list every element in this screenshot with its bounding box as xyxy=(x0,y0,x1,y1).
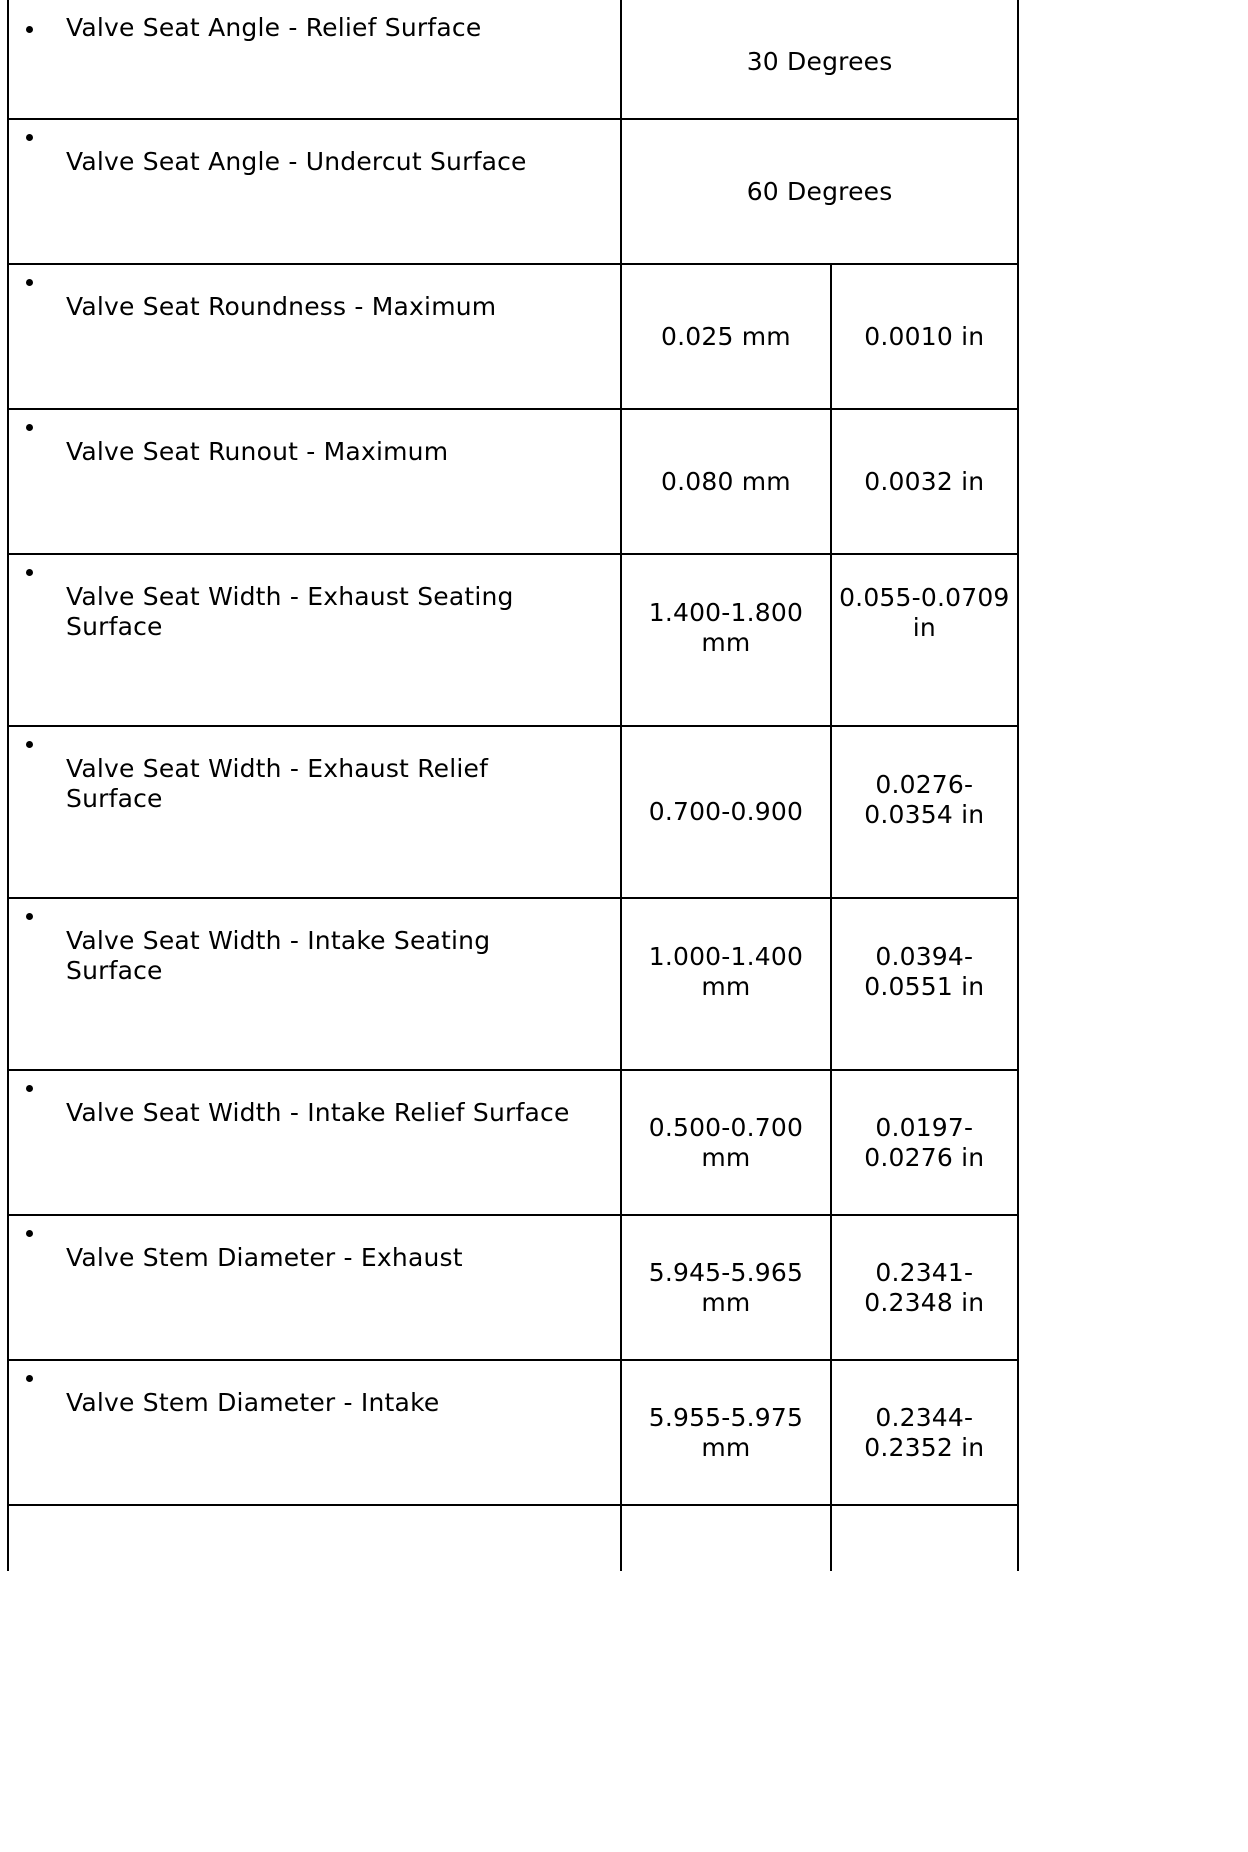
table-row xyxy=(8,264,1018,409)
imperial-value: 0.0276-0.0354 in xyxy=(864,770,985,829)
empty-cell xyxy=(621,1505,830,1571)
metric-value: 5.955-5.975 mm xyxy=(648,1402,804,1462)
spec-label: Valve Seat Roundness - Maximum xyxy=(66,292,497,321)
spec-label-cell xyxy=(8,726,621,898)
metric-value: 1.000-1.400 mm xyxy=(648,942,804,1001)
imperial-value: 0.0010 in xyxy=(864,321,985,351)
spec-value-cell xyxy=(621,119,1018,264)
empty-cell xyxy=(8,1505,621,1571)
bullet-icon xyxy=(26,424,33,431)
metric-value-cell xyxy=(621,554,830,726)
spec-label: Valve Stem Diameter - Intake xyxy=(66,1388,440,1417)
table-row xyxy=(8,0,1018,119)
bullet-icon xyxy=(26,1375,33,1382)
imperial-value-cell xyxy=(831,726,1018,898)
metric-value-cell xyxy=(621,1070,830,1215)
bullet-icon xyxy=(26,134,33,141)
spec-label: Valve Seat Runout - Maximum xyxy=(66,437,449,466)
spec-label: Valve Stem Diameter - Exhaust xyxy=(66,1243,463,1272)
metric-value-cell xyxy=(621,1360,830,1505)
table-row xyxy=(8,898,1018,1070)
bullet-icon xyxy=(26,1230,33,1237)
spec-label: Valve Seat Angle - Relief Surface xyxy=(66,13,482,42)
metric-value-cell xyxy=(621,409,830,554)
spec-label-cell xyxy=(8,898,621,1070)
imperial-value: 0.0197-0.0276 in xyxy=(864,1112,985,1172)
table-row xyxy=(8,1215,1018,1360)
imperial-value-cell xyxy=(831,1215,1018,1360)
table-row xyxy=(8,554,1018,726)
imperial-value-cell xyxy=(831,1360,1018,1505)
imperial-value-cell xyxy=(831,898,1018,1070)
spec-label-cell xyxy=(8,1360,621,1505)
table-row xyxy=(8,409,1018,554)
metric-value-cell xyxy=(621,264,830,409)
metric-value: 1.400-1.800 mm xyxy=(648,598,804,657)
spec-value: 30 Degrees xyxy=(746,46,893,76)
spec-label: Valve Seat Width - Intake Relief Surface xyxy=(66,1098,570,1127)
spec-label-cell xyxy=(8,0,621,119)
metric-value: 0.080 mm xyxy=(660,466,791,496)
spec-label-cell xyxy=(8,264,621,409)
metric-value: 5.945-5.965 mm xyxy=(648,1257,804,1317)
bullet-icon xyxy=(26,1085,33,1092)
bullet-icon xyxy=(26,26,33,33)
spec-label: Valve Seat Width - Exhaust Relief Surface xyxy=(66,754,489,813)
bullet-icon xyxy=(26,279,33,286)
imperial-value: 0.2341-0.2348 in xyxy=(864,1257,985,1317)
bullet-icon xyxy=(26,913,33,920)
metric-value: 0.025 mm xyxy=(660,321,791,351)
metric-value-cell xyxy=(621,726,830,898)
metric-value-cell xyxy=(621,1215,830,1360)
spec-label: Valve Seat Width - Exhaust Seating Surface xyxy=(66,582,514,641)
table-row-empty xyxy=(8,1505,1018,1571)
metric-value: 0.700-0.900 xyxy=(648,797,804,826)
table-row xyxy=(8,119,1018,264)
table-row xyxy=(8,1070,1018,1215)
imperial-value-cell xyxy=(831,264,1018,409)
metric-value-cell xyxy=(621,898,830,1070)
table-row xyxy=(8,726,1018,898)
spec-label-cell xyxy=(8,409,621,554)
empty-cell xyxy=(831,1505,1018,1571)
spec-label-cell xyxy=(8,1215,621,1360)
spec-label: Valve Seat Angle - Undercut Surface xyxy=(66,147,527,176)
imperial-value-cell xyxy=(831,409,1018,554)
bullet-icon xyxy=(26,569,33,576)
table-row xyxy=(8,1360,1018,1505)
metric-value: 0.500-0.700 mm xyxy=(648,1112,804,1172)
spec-value: 60 Degrees xyxy=(746,176,893,206)
spec-label-cell xyxy=(8,1070,621,1215)
imperial-value-cell xyxy=(831,1070,1018,1215)
bullet-icon xyxy=(26,741,33,748)
imperial-value: 0.0032 in xyxy=(864,466,985,496)
spec-label-cell xyxy=(8,554,621,726)
imperial-value: 0.0394-0.0551 in xyxy=(864,942,985,1001)
spec-label: Valve Seat Width - Intake Seating Surface xyxy=(66,926,491,985)
spec-value-cell xyxy=(621,0,1018,119)
imperial-value-cell xyxy=(831,554,1018,726)
specifications-table xyxy=(7,0,1019,1571)
spec-label-cell xyxy=(8,119,621,264)
imperial-value: 0.055-0.0709 in xyxy=(839,583,1010,642)
imperial-value: 0.2344-0.2352 in xyxy=(864,1402,985,1462)
